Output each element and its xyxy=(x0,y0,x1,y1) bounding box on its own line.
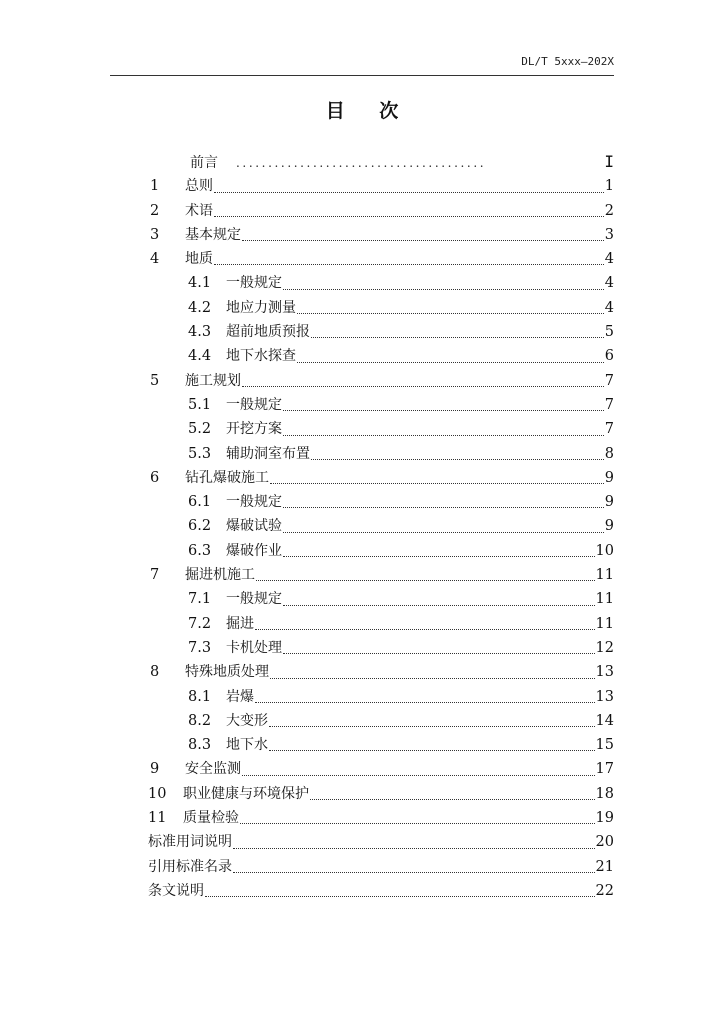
toc-entry-label: 地下水 xyxy=(226,737,268,754)
toc-entry-label: 超前地质预报 xyxy=(226,324,310,341)
toc-entry-page: 21 xyxy=(595,858,614,875)
toc-leader xyxy=(233,847,595,849)
toc-leader xyxy=(311,336,604,338)
toc-entry-label: 地应力测量 xyxy=(226,299,296,316)
toc-leader xyxy=(256,579,595,581)
toc-entry-page: I xyxy=(604,152,614,171)
toc-leader xyxy=(269,749,595,751)
toc-entry-label: 质量检验 xyxy=(183,810,239,827)
toc-entry-page: 6 xyxy=(604,348,614,365)
toc-entry-label: 基本规定 xyxy=(185,226,241,243)
toc-entry-number: 10 xyxy=(148,785,167,802)
toc-entry[interactable] xyxy=(148,344,614,368)
toc-entry[interactable] xyxy=(148,587,614,611)
toc-entry-page: 17 xyxy=(595,761,614,778)
toc-entry[interactable] xyxy=(148,296,614,320)
toc-entry-label: 卡机处理 xyxy=(226,639,282,656)
toc-entry[interactable] xyxy=(148,660,614,684)
toc-entry-label: 开挖方案 xyxy=(226,421,282,438)
toc-entry[interactable] xyxy=(148,782,614,806)
toc-leader xyxy=(270,677,595,679)
toc-entry-number: 8.3 xyxy=(188,737,212,754)
toc-entry[interactable] xyxy=(148,879,614,903)
toc-entry-page: 7 xyxy=(604,421,614,438)
toc-entry-page: 18 xyxy=(595,785,614,802)
toc-leader xyxy=(283,506,604,508)
toc-entry-number: 2 xyxy=(150,202,160,219)
toc-leader xyxy=(283,409,604,411)
toc-leader xyxy=(283,555,595,557)
toc-entry-number: 4.3 xyxy=(188,324,212,341)
page-title: 目 次 xyxy=(325,100,413,122)
toc-entry[interactable] xyxy=(148,806,614,830)
toc-leader xyxy=(255,701,595,703)
toc-entry-label: 地质 xyxy=(185,251,213,268)
toc-entry-number: 7.2 xyxy=(188,615,212,632)
toc-entry[interactable] xyxy=(148,247,614,271)
toc-entry-number: 6 xyxy=(150,469,160,486)
document-code: DL/T 5xxx—202X xyxy=(521,55,614,68)
header-rule xyxy=(110,75,614,76)
toc-entry-page: 13 xyxy=(595,664,614,681)
toc-leader xyxy=(310,798,595,800)
toc-entry-label: 条文说明 xyxy=(148,882,204,899)
toc-entry-number: 4.4 xyxy=(188,348,212,365)
toc-leader xyxy=(297,361,604,363)
toc-leader xyxy=(255,628,595,630)
toc-entry[interactable] xyxy=(148,539,614,563)
toc-entry-number: 7.1 xyxy=(188,591,212,608)
toc-entry-page: 11 xyxy=(595,567,614,584)
toc-entry[interactable] xyxy=(148,709,614,733)
toc-entry-number: 7.3 xyxy=(188,639,212,656)
toc-leader xyxy=(297,312,604,314)
toc-entry-page: 19 xyxy=(595,810,614,827)
toc-entry-page: 7 xyxy=(604,396,614,413)
toc-entry-page: 14 xyxy=(595,712,614,729)
toc-entry[interactable] xyxy=(148,466,614,490)
toc-entry-number: 5.2 xyxy=(188,421,212,438)
toc-entry-number: 6.2 xyxy=(188,518,212,535)
toc-leader xyxy=(214,263,604,265)
toc-entry-number: 4.2 xyxy=(188,299,212,316)
toc-leader xyxy=(269,725,595,727)
toc-entry-label: 爆破试验 xyxy=(226,518,282,535)
toc-entry[interactable] xyxy=(148,514,614,538)
toc-entry-page: 7 xyxy=(604,372,614,389)
toc-entry-label: 掘进 xyxy=(226,615,254,632)
toc-entry-page: 12 xyxy=(595,639,614,656)
toc-entry[interactable] xyxy=(148,223,614,247)
toc-entry-label: 总则 xyxy=(185,178,213,195)
toc-entry-label: 掘进机施工 xyxy=(185,567,255,584)
toc-leader xyxy=(242,774,595,776)
toc-entry[interactable] xyxy=(148,490,614,514)
toc-entry[interactable] xyxy=(148,855,614,879)
toc-entry-label: 钻孔爆破施工 xyxy=(185,469,269,486)
toc-entry-page: 15 xyxy=(595,737,614,754)
toc-entry[interactable] xyxy=(148,393,614,417)
toc-entry-number: 8 xyxy=(150,664,160,681)
toc-entry-number: 3 xyxy=(150,226,160,243)
toc-entry-page: 4 xyxy=(604,275,614,292)
toc-entry-label: 爆破作业 xyxy=(226,542,282,559)
toc-entry-number: 6.3 xyxy=(188,542,212,559)
toc-leader xyxy=(240,822,595,824)
toc-entry-page: 1 xyxy=(604,178,614,195)
toc-entry-number: 9 xyxy=(150,761,160,778)
toc-entry-number: 5 xyxy=(150,372,160,389)
toc-entry[interactable] xyxy=(148,733,614,757)
toc-entry-number: 5.1 xyxy=(188,396,212,413)
toc-entry-label: 特殊地质处理 xyxy=(185,664,269,681)
toc-entry-page: 9 xyxy=(604,494,614,511)
toc-leader xyxy=(283,652,595,654)
toc-entry[interactable] xyxy=(148,199,614,223)
toc-leader xyxy=(283,434,604,436)
toc-entry-number: 11 xyxy=(148,810,167,827)
toc-leader xyxy=(233,871,595,873)
toc-entry-page: 8 xyxy=(604,445,614,462)
toc-leader xyxy=(283,531,604,533)
table-of-contents xyxy=(148,150,614,903)
toc-entry[interactable] xyxy=(148,320,614,344)
toc-entry-page: 9 xyxy=(604,469,614,486)
toc-entry-page: 4 xyxy=(604,251,614,268)
toc-entry-page: 13 xyxy=(595,688,614,705)
toc-entry[interactable] xyxy=(148,685,614,709)
toc-leader xyxy=(242,239,604,241)
toc-entry-number: 5.3 xyxy=(188,445,212,462)
toc-leader xyxy=(283,604,595,606)
toc-entry[interactable] xyxy=(148,417,614,441)
toc-entry-number: 1 xyxy=(150,178,160,195)
toc-entry-page: 4 xyxy=(604,299,614,316)
toc-entry-preface[interactable] xyxy=(148,150,614,174)
toc-entry-label: 地下水探查 xyxy=(226,348,296,365)
toc-entry[interactable] xyxy=(148,612,614,636)
toc-entry-number: 8.2 xyxy=(188,712,212,729)
toc-leader xyxy=(214,215,604,217)
toc-leader xyxy=(214,191,604,193)
toc-entry-number: 4 xyxy=(150,251,160,268)
toc-entry-label: 一般规定 xyxy=(226,591,282,608)
toc-entry-number: 7 xyxy=(150,567,160,584)
toc-entry-page: 9 xyxy=(604,518,614,535)
toc-entry-page: 5 xyxy=(604,324,614,341)
toc-entry-page: 11 xyxy=(595,591,614,608)
toc-leader xyxy=(283,288,604,290)
toc-entry[interactable] xyxy=(148,174,614,198)
toc-entry-number: 6.1 xyxy=(188,494,212,511)
toc-leader xyxy=(270,482,604,484)
toc-entry-label: 安全监测 xyxy=(185,761,241,778)
toc-entry-label: 职业健康与环境保护 xyxy=(183,785,309,802)
toc-leader xyxy=(242,385,604,387)
toc-entry[interactable] xyxy=(148,757,614,781)
toc-entry[interactable] xyxy=(148,442,614,466)
toc-entry-page: 3 xyxy=(604,226,614,243)
toc-entry[interactable] xyxy=(148,830,614,854)
toc-entry-label: 标准用词说明 xyxy=(148,834,232,851)
toc-entry-label: 大变形 xyxy=(226,712,268,729)
toc-entry-label: 岩爆 xyxy=(226,688,254,705)
toc-entry-number: 4.1 xyxy=(188,275,212,292)
toc-entry-label: 一般规定 xyxy=(226,396,282,413)
toc-entry-page: 20 xyxy=(595,834,614,851)
toc-entry-label: 辅助洞室布置 xyxy=(226,445,310,462)
toc-entry-page: 2 xyxy=(604,202,614,219)
toc-entry-label: 前言 xyxy=(190,155,218,171)
toc-entry[interactable] xyxy=(148,563,614,587)
toc-leader: ....................................... xyxy=(236,156,487,170)
toc-entry-label: 引用标准名录 xyxy=(148,858,232,875)
toc-list xyxy=(148,174,614,903)
toc-leader xyxy=(205,895,595,897)
toc-entry-number: 8.1 xyxy=(188,688,212,705)
toc-entry-page: 11 xyxy=(595,615,614,632)
toc-entry-label: 施工规划 xyxy=(185,372,241,389)
toc-entry[interactable] xyxy=(148,636,614,660)
toc-leader xyxy=(311,458,604,460)
toc-entry-page: 22 xyxy=(595,882,614,899)
toc-entry-label: 一般规定 xyxy=(226,494,282,511)
toc-entry-label: 术语 xyxy=(185,202,213,219)
toc-entry-label: 一般规定 xyxy=(226,275,282,292)
toc-entry[interactable] xyxy=(148,271,614,295)
toc-entry[interactable] xyxy=(148,369,614,393)
toc-entry-page: 10 xyxy=(595,542,614,559)
